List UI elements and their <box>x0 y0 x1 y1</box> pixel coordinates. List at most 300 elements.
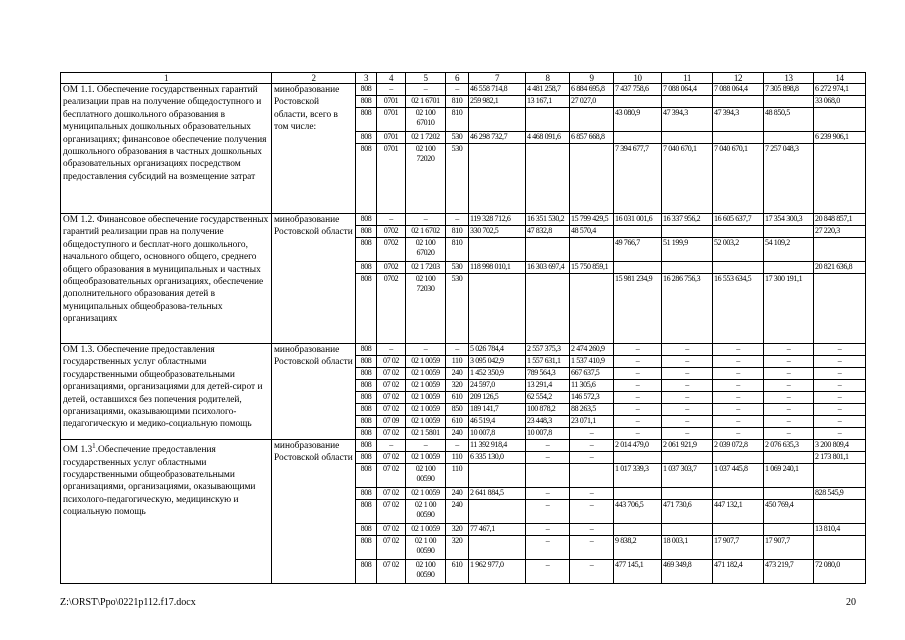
table-cell: 46 519,4 <box>469 416 526 428</box>
table-cell: 240 <box>446 488 469 500</box>
table-cell: – <box>764 380 814 392</box>
table-cell: 17 907,7 <box>713 536 764 560</box>
table-cell: – <box>570 440 614 452</box>
table-cell: 7 088 064,4 <box>713 84 764 96</box>
table-cell: – <box>446 344 469 356</box>
table-cell: 7 394 677,7 <box>614 144 662 214</box>
table-cell: 02 1 7203 <box>406 262 446 274</box>
table-cell: 15 750 859,1 <box>570 262 614 274</box>
table-cell: 2 076 635,3 <box>764 440 814 452</box>
table-cell: – <box>764 404 814 416</box>
table-cell: – <box>614 356 662 368</box>
table-cell: 808 <box>356 428 377 440</box>
table-cell: – <box>377 440 406 452</box>
table-cell <box>662 132 713 144</box>
table-cell: 530 <box>446 144 469 214</box>
table-cell: 02 1 00 00590 <box>406 500 446 524</box>
table-cell: 62 554,2 <box>526 392 570 404</box>
table-cell: 16 351 530,2 <box>526 214 570 226</box>
table-cell: – <box>570 536 614 560</box>
table-cell: 0701 <box>377 108 406 132</box>
table-cell: 16 553 634,5 <box>713 274 764 344</box>
measure-text: .Обеспечение предоставления государственных услуг областными государственными общеобразовательными организациями, организациями, оказывающими психолого-педагогическую, медицинскую и социальную помощь <box>63 445 256 518</box>
table-cell: – <box>764 392 814 404</box>
table-cell: 02 1 5801 <box>406 428 446 440</box>
table-cell: – <box>713 428 764 440</box>
table-cell: 119 328 712,6 <box>469 214 526 226</box>
table-cell: – <box>526 452 570 464</box>
table-cell <box>814 500 866 524</box>
table-cell: – <box>446 84 469 96</box>
table-cell: 54 109,2 <box>764 238 814 262</box>
table-cell: 240 <box>446 368 469 380</box>
table-cell: 46 298 732,7 <box>469 132 526 144</box>
table-cell: 2 474 260,9 <box>570 344 614 356</box>
table-cell <box>764 524 814 536</box>
table-cell: 808 <box>356 356 377 368</box>
table-cell: – <box>814 392 866 404</box>
table-cell: 6 239 906,1 <box>814 132 866 144</box>
table-cell: 4 481 258,7 <box>526 84 570 96</box>
table-cell: 7 040 670,1 <box>662 144 713 214</box>
table-cell: 02 1 0059 <box>406 368 446 380</box>
table-cell <box>764 452 814 464</box>
table-cell: 118 998 010,1 <box>469 262 526 274</box>
table-cell: 07 02 <box>377 560 406 584</box>
table-cell: 808 <box>356 226 377 238</box>
footer-page-number: 20 <box>846 597 856 608</box>
table-cell: 447 132,1 <box>713 500 764 524</box>
table-cell: 7 305 898,8 <box>764 84 814 96</box>
header-cell: 10 <box>614 73 662 84</box>
budget-table <box>60 72 866 584</box>
table-cell: 810 <box>446 96 469 108</box>
table-cell <box>614 262 662 274</box>
table-cell: 47 394,3 <box>662 108 713 132</box>
table-cell: 6 857 668,8 <box>570 132 614 144</box>
table-cell: 49 766,7 <box>614 238 662 262</box>
table-cell: 320 <box>446 380 469 392</box>
table-cell: – <box>814 416 866 428</box>
table-cell <box>764 132 814 144</box>
table-cell: – <box>446 214 469 226</box>
table-cell <box>614 96 662 108</box>
table-cell: 0702 <box>377 238 406 262</box>
table-cell: 810 <box>446 226 469 238</box>
table-cell: 47 394,3 <box>713 108 764 132</box>
table-cell: 07 02 <box>377 536 406 560</box>
header-cell: 2 <box>272 73 356 84</box>
table-cell: – <box>662 428 713 440</box>
table-cell: – <box>614 416 662 428</box>
table-cell: – <box>526 500 570 524</box>
table-cell: 808 <box>356 262 377 274</box>
table-cell: 808 <box>356 404 377 416</box>
table-cell: – <box>814 380 866 392</box>
table-cell: 1 037 303,7 <box>662 464 713 488</box>
table-cell <box>570 238 614 262</box>
table-cell: 110 <box>446 464 469 488</box>
table-cell: 789 564,3 <box>526 368 570 380</box>
responsible-executor: минобразование Ростовской области <box>272 440 356 584</box>
table-cell: 07 02 <box>377 392 406 404</box>
table-cell: 02 1 0059 <box>406 380 446 392</box>
table-cell: – <box>713 380 764 392</box>
responsible-executor: минобразование Ростовской области <box>272 344 356 440</box>
table-cell: 15 981 234,9 <box>614 274 662 344</box>
table-cell: 610 <box>446 416 469 428</box>
table-cell: – <box>570 524 614 536</box>
table-cell: 110 <box>446 452 469 464</box>
table-cell: 189 141,7 <box>469 404 526 416</box>
table-cell: 259 982,1 <box>469 96 526 108</box>
table-cell: 530 <box>446 274 469 344</box>
table-cell: 2 039 072,8 <box>713 440 764 452</box>
table-cell: – <box>713 344 764 356</box>
measure-code-superscript: 1 <box>92 442 96 450</box>
table-cell: – <box>764 368 814 380</box>
table-cell: 07 02 <box>377 464 406 488</box>
table-cell: 0702 <box>377 226 406 238</box>
table-cell: 3 200 809,4 <box>814 440 866 452</box>
table-cell: – <box>662 344 713 356</box>
table-cell <box>614 132 662 144</box>
header-cell: 3 <box>356 73 377 84</box>
table-cell: 02 1 00 00590 <box>406 536 446 560</box>
table-cell: 07 02 <box>377 500 406 524</box>
table-row <box>61 440 866 452</box>
table-cell: 02 1 0059 <box>406 392 446 404</box>
table-cell: 23 448,3 <box>526 416 570 428</box>
table-cell: 16 286 756,3 <box>662 274 713 344</box>
table-cell: – <box>614 344 662 356</box>
table-cell: 808 <box>356 84 377 96</box>
table-cell <box>713 132 764 144</box>
table-cell: – <box>377 84 406 96</box>
table-cell: – <box>570 452 614 464</box>
table-cell: – <box>662 416 713 428</box>
table-cell: 808 <box>356 452 377 464</box>
table-cell: 16 605 637,7 <box>713 214 764 226</box>
table-cell <box>713 96 764 108</box>
table-cell: 2 641 884,5 <box>469 488 526 500</box>
table-cell: – <box>814 356 866 368</box>
measure-description <box>61 440 272 584</box>
table-cell <box>662 262 713 274</box>
table-cell <box>526 238 570 262</box>
table-cell: 808 <box>356 536 377 560</box>
table-cell: 610 <box>446 560 469 584</box>
table-cell: 07 02 <box>377 488 406 500</box>
table-cell: 51 199,9 <box>662 238 713 262</box>
table-cell: 02 100 72020 <box>406 144 446 214</box>
table-cell: – <box>526 488 570 500</box>
table-cell: 808 <box>356 440 377 452</box>
table-cell: 46 558 714,8 <box>469 84 526 96</box>
footer-file-path: Z:\ORST\Ppo\0221p112.f17.docx <box>60 597 196 608</box>
table-cell: 17 907,7 <box>764 536 814 560</box>
table-cell: 48 570,4 <box>570 226 614 238</box>
table-cell <box>662 524 713 536</box>
header-cell: 7 <box>469 73 526 84</box>
table-cell: 808 <box>356 368 377 380</box>
table-cell: – <box>713 416 764 428</box>
table-cell: 13 167,1 <box>526 96 570 108</box>
table-cell: 146 572,3 <box>570 392 614 404</box>
table-cell: 07 09 <box>377 416 406 428</box>
table-cell <box>713 524 764 536</box>
table-cell: 320 <box>446 536 469 560</box>
table-cell: 02 1 0059 <box>406 356 446 368</box>
table-cell: – <box>814 404 866 416</box>
table-cell: 0701 <box>377 96 406 108</box>
table-cell: 110 <box>446 356 469 368</box>
table-cell <box>814 274 866 344</box>
table-cell: 07 02 <box>377 356 406 368</box>
table-cell: 0702 <box>377 274 406 344</box>
header-cell: 12 <box>713 73 764 84</box>
table-cell: 02 1 0059 <box>406 404 446 416</box>
table-cell: 13 291,4 <box>526 380 570 392</box>
table-cell: 1 452 350,9 <box>469 368 526 380</box>
table-cell: 1 069 240,1 <box>764 464 814 488</box>
measure-description: ОМ 1.2. Финансовое обеспечение государственных гарантий реализации прав на получение общедоступного и бесплат-ного дошкольного, начального общего, основного общего, среднего общего образования в муниципальных и частных общеобразовательных организациях, обеспечение дополнительного образования детей в муниципальных общеобразова-тельных организациях <box>61 214 272 344</box>
table-cell: – <box>446 440 469 452</box>
table-cell: 2 173 801,1 <box>814 452 866 464</box>
table-cell <box>526 464 570 488</box>
table-cell: 808 <box>356 132 377 144</box>
table-cell: 808 <box>356 108 377 132</box>
table-cell: – <box>764 344 814 356</box>
table-cell <box>713 452 764 464</box>
table-cell: 330 702,5 <box>469 226 526 238</box>
table-cell <box>814 108 866 132</box>
table-cell: 02 100 67010 <box>406 108 446 132</box>
table-cell <box>469 108 526 132</box>
table-cell: – <box>662 368 713 380</box>
table-cell: 2 061 921,9 <box>662 440 713 452</box>
table-cell <box>469 536 526 560</box>
table-cell: 477 145,1 <box>614 560 662 584</box>
table-cell: – <box>614 380 662 392</box>
table-cell: 808 <box>356 96 377 108</box>
table-cell: 0701 <box>377 132 406 144</box>
table-cell: – <box>406 344 446 356</box>
table-cell: 808 <box>356 464 377 488</box>
table-cell: – <box>764 416 814 428</box>
table-cell: 1 537 410,9 <box>570 356 614 368</box>
table-cell: 17 354 300,3 <box>764 214 814 226</box>
header-cell: 4 <box>377 73 406 84</box>
table-cell <box>570 144 614 214</box>
table-cell: 02 1 0059 <box>406 452 446 464</box>
table-cell: – <box>377 344 406 356</box>
table-cell: 808 <box>356 488 377 500</box>
header-cell: 6 <box>446 73 469 84</box>
table-cell <box>764 226 814 238</box>
table-cell: 07 02 <box>377 428 406 440</box>
table-cell: 808 <box>356 238 377 262</box>
table-cell: 471 730,6 <box>662 500 713 524</box>
table-cell: 02 100 00590 <box>406 560 446 584</box>
table-cell: 02 1 6702 <box>406 226 446 238</box>
table-cell: 16 337 956,2 <box>662 214 713 226</box>
table-cell <box>662 452 713 464</box>
table-cell: 33 068,0 <box>814 96 866 108</box>
table-cell: – <box>662 392 713 404</box>
table-cell: 1 037 445,8 <box>713 464 764 488</box>
table-cell: 810 <box>446 238 469 262</box>
table-cell: – <box>614 404 662 416</box>
table-cell: 11 392 918,4 <box>469 440 526 452</box>
table-cell: 808 <box>356 416 377 428</box>
table-cell: 24 597,0 <box>469 380 526 392</box>
table-row <box>61 84 866 96</box>
table-cell: 02 1 0059 <box>406 416 446 428</box>
table-cell <box>764 262 814 274</box>
table-cell: – <box>570 560 614 584</box>
measure-code: ОМ 1.3 <box>63 445 93 456</box>
table-cell: – <box>713 392 764 404</box>
table-cell: 72 080,0 <box>814 560 866 584</box>
table-cell: 13 810,4 <box>814 524 866 536</box>
table-cell: 6 335 130,0 <box>469 452 526 464</box>
responsible-executor: минобразование Ростовской области, всего в том числе: <box>272 84 356 214</box>
table-cell: – <box>570 500 614 524</box>
table-cell: 02 100 67020 <box>406 238 446 262</box>
table-cell: 808 <box>356 144 377 214</box>
table-cell: 18 003,1 <box>662 536 713 560</box>
table-cell: 9 838,2 <box>614 536 662 560</box>
table-cell: 443 706,5 <box>614 500 662 524</box>
header-cell: 5 <box>406 73 446 84</box>
table-cell: 15 799 429,5 <box>570 214 614 226</box>
header-row <box>61 73 866 84</box>
measure-description: ОМ 1.3. Обеспечение предоставления государственных услуг областными государственными общеобразовательными организациями, организациями для детей-сирот и детей, оставшихся без попечения родителей, организациями, оказывающими психолого-педагогическую и медико-социальную помощь <box>61 344 272 440</box>
table-cell <box>469 464 526 488</box>
table-cell: 1 557 631,1 <box>526 356 570 368</box>
table-cell: – <box>764 356 814 368</box>
table-cell: – <box>526 524 570 536</box>
table-cell: 320 <box>446 524 469 536</box>
measure-description: ОМ 1.1. Обеспечение государственных гарантий реализации прав на получение общедоступного и бесплатного дошкольного образования в муниципальных дошкольных образовательных организациях; финансовое обеспечение получения дошкольного образования в частных дошкольных образовательных организациях посредством предоставления субсидий на возмещение затрат <box>61 84 272 214</box>
table-cell: 20 848 857,1 <box>814 214 866 226</box>
table-cell: 3 095 042,9 <box>469 356 526 368</box>
table-cell <box>814 238 866 262</box>
table-cell: – <box>614 392 662 404</box>
table-cell: 77 467,1 <box>469 524 526 536</box>
table-cell: – <box>526 440 570 452</box>
table-cell: 27 220,3 <box>814 226 866 238</box>
table-cell <box>614 488 662 500</box>
table-cell: 5 026 784,4 <box>469 344 526 356</box>
table-cell: – <box>406 214 446 226</box>
table-cell: 1 017 339,3 <box>614 464 662 488</box>
table-cell <box>526 144 570 214</box>
table-cell: – <box>406 84 446 96</box>
table-cell: 808 <box>356 274 377 344</box>
table-cell: 240 <box>446 428 469 440</box>
table-cell <box>526 108 570 132</box>
table-cell: 88 263,5 <box>570 404 614 416</box>
table-cell: 209 126,5 <box>469 392 526 404</box>
table-cell <box>764 96 814 108</box>
table-cell: 808 <box>356 392 377 404</box>
table-cell: 52 003,2 <box>713 238 764 262</box>
table-cell <box>713 488 764 500</box>
table-cell: 02 1 6701 <box>406 96 446 108</box>
table-cell: 10 007,8 <box>469 428 526 440</box>
table-cell: 6 272 974,1 <box>814 84 866 96</box>
table-cell: – <box>526 536 570 560</box>
table-cell: 07 02 <box>377 368 406 380</box>
table-cell <box>469 274 526 344</box>
table-cell: 7 040 670,1 <box>713 144 764 214</box>
table-cell: 02 100 00590 <box>406 464 446 488</box>
table-cell: 17 300 191,1 <box>764 274 814 344</box>
table-cell: 808 <box>356 380 377 392</box>
table-cell <box>662 488 713 500</box>
table-cell <box>469 500 526 524</box>
table-cell <box>570 108 614 132</box>
table-cell: – <box>662 380 713 392</box>
table-cell <box>814 144 866 214</box>
table-cell: 02 1 0059 <box>406 488 446 500</box>
table-cell: 0702 <box>377 262 406 274</box>
table-cell <box>526 274 570 344</box>
table-cell <box>469 238 526 262</box>
table-cell: 471 182,4 <box>713 560 764 584</box>
table-cell: 808 <box>356 560 377 584</box>
table-cell: 828 545,9 <box>814 488 866 500</box>
table-cell: 07 02 <box>377 524 406 536</box>
table-cell: – <box>814 344 866 356</box>
table-cell: 2 557 375,3 <box>526 344 570 356</box>
table-cell: 808 <box>356 524 377 536</box>
table-cell: 07 02 <box>377 404 406 416</box>
table-cell: 610 <box>446 392 469 404</box>
header-cell: 14 <box>814 73 866 84</box>
table-cell <box>713 262 764 274</box>
table-cell: – <box>570 428 614 440</box>
table-cell: 10 007,8 <box>526 428 570 440</box>
table-cell: 16 303 697,4 <box>526 262 570 274</box>
header-cell: 1 <box>61 73 272 84</box>
table-cell <box>814 464 866 488</box>
table-cell <box>713 226 764 238</box>
table-cell: 473 219,7 <box>764 560 814 584</box>
table-cell: 0701 <box>377 144 406 214</box>
table-cell: 7 088 064,4 <box>662 84 713 96</box>
table-cell: 850 <box>446 404 469 416</box>
table-cell: – <box>814 368 866 380</box>
header-cell: 13 <box>764 73 814 84</box>
table-cell <box>662 226 713 238</box>
table-cell: 47 832,8 <box>526 226 570 238</box>
table-cell: – <box>570 488 614 500</box>
table-cell: 810 <box>446 108 469 132</box>
table-cell: 7 437 758,6 <box>614 84 662 96</box>
table-cell: 530 <box>446 262 469 274</box>
table-cell: 16 031 001,6 <box>614 214 662 226</box>
header-cell: 11 <box>662 73 713 84</box>
table-cell: – <box>713 368 764 380</box>
table-cell <box>614 452 662 464</box>
table-cell: – <box>614 368 662 380</box>
table-cell <box>814 536 866 560</box>
table-cell: 20 821 636,8 <box>814 262 866 274</box>
table-cell: – <box>814 428 866 440</box>
